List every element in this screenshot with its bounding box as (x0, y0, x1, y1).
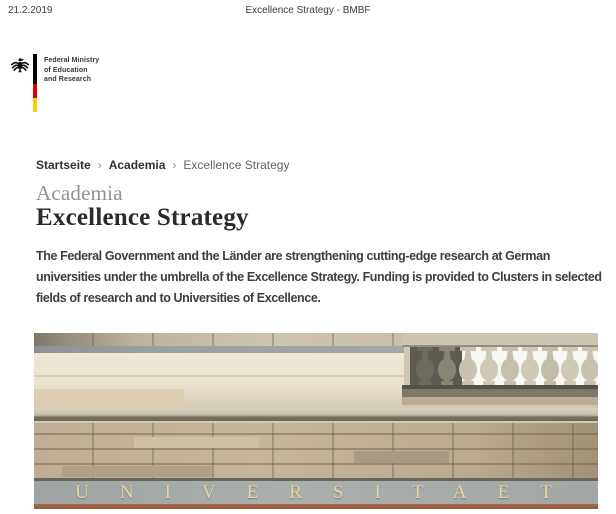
federal-eagle-icon (10, 55, 30, 75)
red-stone-strip (34, 504, 598, 509)
page-kicker: Academia (36, 181, 123, 205)
stone-joint-line (34, 375, 404, 377)
breadcrumb-current-page: Excellence Strategy (183, 158, 290, 172)
print-date: 21.2.2019 (8, 5, 53, 16)
stone-patch (354, 451, 449, 463)
university-inscription: UNIVERSITAET (75, 482, 583, 503)
ministry-name-line2: of Education (44, 66, 88, 74)
page-title: Excellence Strategy (36, 204, 249, 231)
stone-shadow (478, 423, 598, 478)
balustrade-graphic (402, 333, 598, 405)
stone-frieze (34, 353, 404, 408)
print-page-title: Excellence Strategy - BMBF (245, 5, 371, 16)
breadcrumb-link-startseite[interactable]: Startseite (36, 158, 91, 172)
breadcrumb-link-academia[interactable]: Academia (108, 158, 166, 172)
ministry-name-line1: Federal Ministry (44, 57, 100, 64)
breadcrumb-separator: › (172, 158, 177, 172)
stone-patch (62, 466, 212, 477)
intro-paragraph: The Federal Government and the Länder are strengthening cutting-edge research at German universities under the umbrella of the Excellence Strategy. Funding is provided to Clusters in selected fields of research and to Universities of Excellence. (36, 249, 602, 305)
stone-course-middle (34, 423, 598, 478)
hero-image (34, 333, 598, 509)
inscription-band (34, 481, 598, 504)
breadcrumb (36, 158, 289, 172)
stone-patch (134, 437, 259, 448)
stone-gray-strip (34, 346, 404, 353)
ministry-name-line3: and Research (44, 76, 92, 83)
stone-patch (34, 389, 184, 408)
cornice-ledge (34, 408, 598, 421)
print-header (0, 5, 616, 19)
ministry-logo[interactable] (10, 54, 99, 112)
ministry-name (44, 54, 99, 85)
german-flag-stripe (33, 54, 37, 112)
breadcrumb-separator: › (97, 158, 102, 172)
